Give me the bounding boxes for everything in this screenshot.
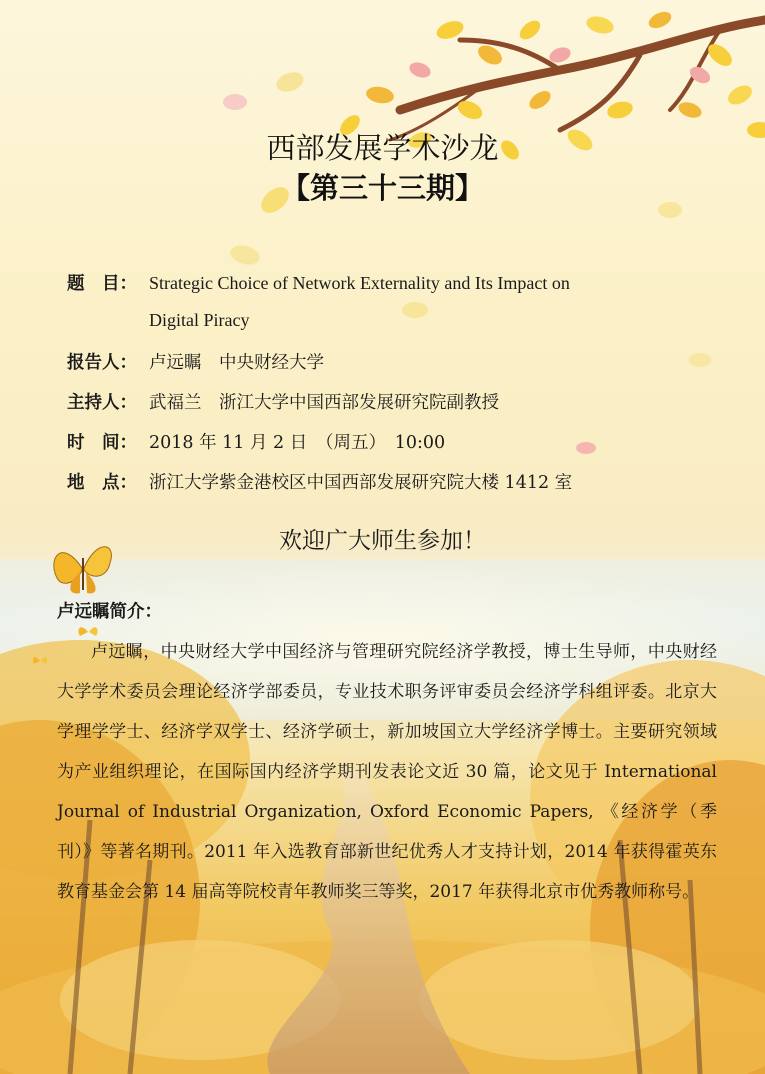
event-series-title: 西部发展学术沙龙 xyxy=(266,131,499,165)
host-row xyxy=(67,389,499,414)
speaker-value: 卢远瞩 中央财经大学 xyxy=(149,353,324,373)
speaker-row xyxy=(67,349,324,374)
welcome-message: 欢迎广大师生参加！ xyxy=(279,528,486,554)
time-row xyxy=(67,429,445,454)
time-value: 2018 年 11 月 2 日 （周五） 10:00 xyxy=(149,433,446,453)
topic-value-line1: Strategic Choice of Network Externality and Its Impact on xyxy=(149,273,570,293)
topic-value-line2: Digital Piracy xyxy=(149,310,250,330)
place-row xyxy=(67,469,572,494)
topic-label: 题 目： xyxy=(67,274,137,294)
place-value: 浙江大学紫金港校区中国西部发展研究院大楼 1412 室 xyxy=(149,473,573,493)
speaker-label: 报告人： xyxy=(67,353,137,373)
place-label: 地 点： xyxy=(67,473,137,493)
host-label: 主持人： xyxy=(67,393,137,413)
topic-row xyxy=(67,270,570,295)
topic-row-continued xyxy=(149,310,249,331)
time-label: 时 间： xyxy=(67,433,137,453)
bio-text: 卢远瞩，中央财经大学中国经济与管理研究院经济学教授，博士生导师，中央财经大学学术委员会理论经济学部委员，专业技术职务评审委员会经济学科组评委。北京大学理学学士、经济学双学士、经济学硕士，新加坡国立大学经济学博士。主要研究领域为产业组织理论，在国际国内经济学期刊发表论文近 30 篇，论文见于 International Journal of Industrial Organization, Oxford Economic Papers, 《经济学（季刊）》等著名期刊。2011 年入选教育部新世纪优秀人才支持计划，2014 年获得霍英东教育基金会第 14 届高等院校青年教师奖三等奖，2017 年获得北京市优秀教师称号。 xyxy=(57,642,717,902)
bio-heading: 卢远瞩简介： xyxy=(57,602,162,622)
host-value: 武福兰 浙江大学中国西部发展研究院副教授 xyxy=(149,393,499,413)
event-issue-number: 【第三十三期】 xyxy=(280,171,484,205)
